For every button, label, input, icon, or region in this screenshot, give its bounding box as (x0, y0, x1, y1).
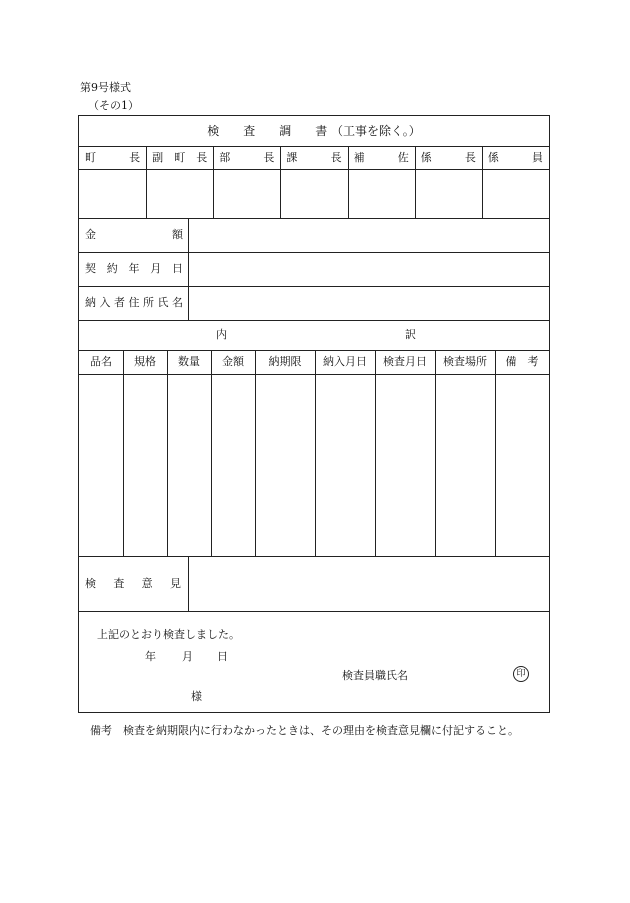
label-char: 検 (85, 577, 96, 590)
label-char: 名 (172, 296, 183, 309)
remarks-note: 備考 検査を納期限内に行わなかったときは、その理由を検査意見欄に付記すること。 (90, 724, 519, 737)
approver-header-0 (79, 147, 146, 169)
label-char: 約 (106, 262, 118, 275)
label-char: 住 (128, 296, 140, 309)
approver-header-4 (348, 147, 415, 169)
divider (79, 169, 549, 170)
label-char: 副 (152, 151, 164, 164)
amount-label (85, 218, 183, 252)
divider (79, 374, 549, 375)
approver-header-6 (482, 147, 549, 169)
approver-header-2 (213, 147, 280, 169)
label-char: 納 (85, 296, 96, 309)
label-char: 係 (420, 151, 432, 164)
approver-header-5 (415, 147, 482, 169)
breakdown-col-8: 備 考 (505, 355, 539, 368)
inspector-label: 検査員職氏名 (342, 669, 408, 682)
opinion-label (85, 556, 181, 611)
label-char: 年 (128, 262, 140, 275)
breakdown-col-1: 規格 (134, 355, 156, 368)
label-char: 見 (169, 577, 181, 590)
date-month: 月 (182, 650, 193, 663)
divider (79, 611, 549, 612)
form-title: 検 査 調 書 （工事を除く。） (207, 124, 421, 138)
label-char: 長 (330, 151, 342, 164)
contract-date-label (85, 252, 183, 286)
divider (495, 350, 496, 556)
approver-header-1 (146, 147, 213, 169)
breakdown-col-6: 検査月日 (383, 355, 427, 368)
label-char: 金 (85, 228, 96, 241)
label-char: 部 (219, 151, 231, 164)
label-char: 査 (113, 577, 125, 590)
label-char: 長 (263, 151, 275, 164)
label-char: 者 (114, 296, 125, 309)
divider (435, 350, 436, 556)
date-day: 日 (217, 650, 228, 663)
divider (79, 320, 549, 321)
label-char: 係 (487, 151, 499, 164)
approver-header-3 (280, 147, 347, 169)
label-char: 課 (286, 151, 298, 164)
label-char: 佐 (397, 151, 409, 164)
label-char: 補 (353, 151, 365, 164)
divider (146, 146, 147, 218)
label-char: 員 (531, 151, 543, 164)
label-char: 長 (129, 151, 141, 164)
label-char: 月 (150, 262, 162, 275)
breakdown-col-2: 数量 (178, 355, 200, 368)
addressee-suffix: 様 (191, 690, 202, 703)
label-char: 長 (464, 151, 476, 164)
divider (348, 146, 349, 218)
divider (188, 218, 189, 320)
label-char: 長 (196, 151, 208, 164)
divider (482, 146, 483, 218)
divider (213, 146, 214, 218)
breakdown-col-4: 納期限 (268, 355, 302, 368)
divider (315, 350, 316, 556)
label-char: 額 (172, 228, 183, 241)
divider (375, 350, 376, 556)
divider (188, 556, 189, 611)
divider (211, 350, 212, 556)
divider (123, 350, 124, 556)
breakdown-title-left: 内 (216, 328, 227, 341)
divider (255, 350, 256, 556)
label-char: 契 (85, 262, 96, 275)
label-char: 氏 (157, 296, 169, 309)
supplier-label (85, 286, 183, 320)
date-year: 年 (145, 650, 156, 663)
label-char: 入 (99, 296, 111, 309)
divider (167, 350, 168, 556)
label-char: 意 (141, 577, 153, 590)
label-char: 所 (143, 296, 154, 309)
label-char: 日 (172, 262, 183, 275)
form-sub-number: （その1） (88, 99, 139, 112)
label-char: 町 (174, 151, 186, 164)
breakdown-col-7: 検査場所 (443, 355, 487, 368)
breakdown-col-5: 納入月日 (323, 355, 367, 368)
seal-mark: 印 (513, 666, 529, 682)
breakdown-col-0: 品名 (90, 355, 112, 368)
statement: 上記のとおり検査しました。 (97, 628, 240, 641)
divider (415, 146, 416, 218)
inspection-form (78, 115, 550, 713)
divider (280, 146, 281, 218)
form-number: 第9号様式 (80, 81, 131, 94)
label-char: 町 (85, 151, 96, 164)
breakdown-title-right: 訳 (405, 328, 416, 341)
breakdown-col-3: 金額 (222, 355, 244, 368)
